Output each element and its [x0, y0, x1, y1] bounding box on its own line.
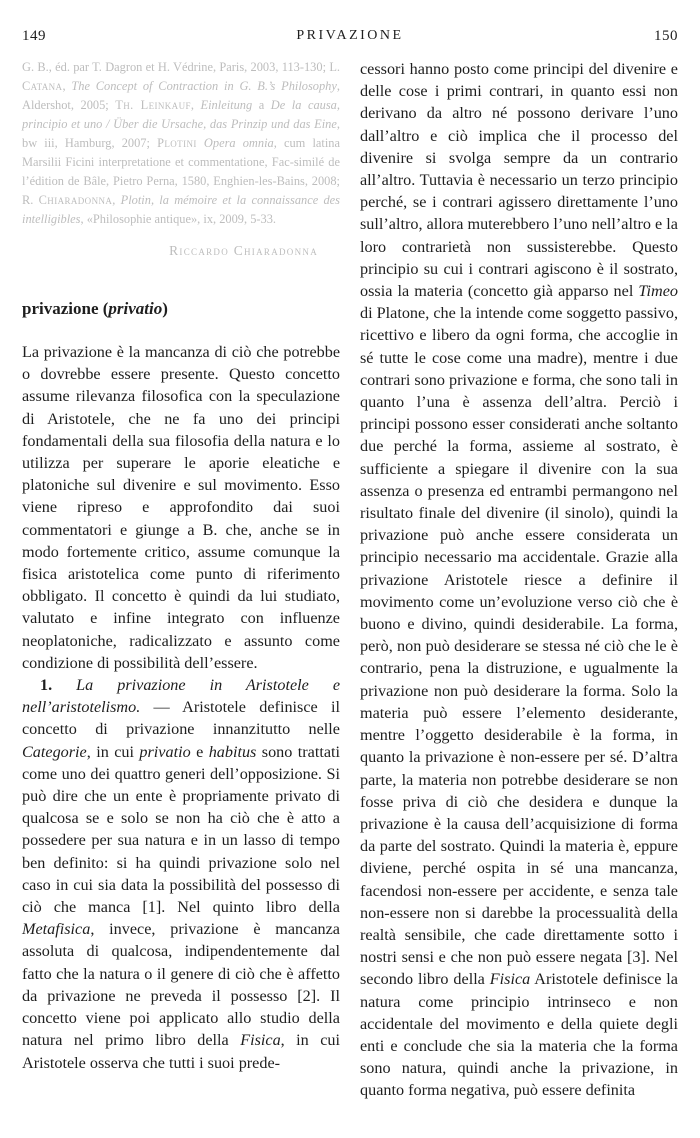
page-number-left: 149	[22, 28, 46, 44]
running-title: PRIVAZIONE	[296, 28, 404, 43]
section-1-paragraph: 1. La privazione in Aristotele e nell’aristotelismo. — Aristotele definisce il concetto di privazione innanzitutto nelle Categorie, in cui privatio e habitus sono trattati come uno dei quattro generi dell’opposizione. Si può dire che un ente è propriamente privato di qualcosa se e solo se non ha ciò che è atto a possedere per sua natura e in un lasso di tempo ben definito: si ha quindi privazione solo nel caso in cui sia data la possibilità del possesso di ciò che manca [1]. Nel quinto libro della Metafisica, invece, privazione è mancanza assoluta di qualcosa, indipendentemente dal fatto che la natura o il genere di ciò che è affetto da privazione ne preveda il possesso [2]. Il concetto viene poi applicato allo studio della natura nel primo libro della Fisica, in cui Aristotele osserva che tutti i suoi prede-	[22, 676, 341, 1072]
entry-title: privazione (privatio)	[22, 299, 168, 318]
section-number: 1.	[40, 676, 53, 695]
right-column	[360, 58, 678, 1102]
left-column	[22, 58, 340, 1074]
page-header	[22, 28, 678, 52]
bibliography-continuation: G. B., éd. par T. Dagron et H. Védrine, Paris, 2003, 113-130; L. Catana, The Concept of Contraction in G. B.’s Philosophy, Aldershot, 2005; Th. Leinkauf, Einleitung a De la causa, principio et uno / Über die Ursache, das Prinzip und das Eine, bw iii, Hamburg, 2007; Plotini Opera omnia, cum latina Marsilii Ficini interpretatione et commentatione, Fac-similé de l’édition de Bâle, Pietro Perna, 1580, Enghien-les-Bains, 2008; R. Chiaradonna, Plotin, la mémoire et la connaissance des intelligibles, «Philosophie antique», ix, 2009, 5-33.	[22, 60, 340, 226]
entry-author: Riccardo Chiaradonna	[169, 243, 318, 258]
section-heading: La privazione in Aristotele e nell’aristotelismo.	[22, 676, 340, 717]
intro-paragraph: La privazione è la mancanza di ciò che potrebbe o dovrebbe essere presente. Questo concetto assume rilevanza filosofica con la speculazione di Aristotele, che ne fa uno dei principi fondamentali della sua filosofia della natura e lo utilizza per superare le aporie eleatiche e platoniche sul divenire e sul movimento. Esso viene ripreso e approfondito dai suoi commentatori e giunge a B. che, anche se in modo fortemente critico, assume comunque la fisica aristotelica come punto di riferimento obbligato. Il concetto è quindi da lui studiato, valutato e infine integrato con influenze neoplatoniche, radicalizzato e assunto come condizione di possibilità dell’essere.	[22, 343, 340, 672]
continued-paragraph: cessori hanno posto come principi del divenire e delle cose i primi contrari, in quanto essi non derivano da altro né possono derivare l’uno dall’altro e ciò implica che il processo del divenire si svolga sempre da un contrario all’altro. Tuttavia è necessario un terzo principio perché, se i contrari agissero direttamente l’uno sull’altro, allora muterebbero l’uno nell’altro e la loro contrarietà non sussisterebbe. Questo principio su cui i contrari agiscono è il sostrato, ossia la materia (concetto già apparso nel Timeo di Platone, che la intende come soggetto passivo, ricettivo e libero da ogni forma, che accoglie in sé tutte le cose come una madre), mentre i due contrari sono privazione e forma, che sono tali in quanto l’una è assenza dell’altra. Perciò i principi possono esser considerati anche soltanto due perché la forma, assieme al sostrato, è sufficiente a spiegare il divenire con la sua assenza o presenza ed entrambi permangono nel risultato finale del divenire (il sinolo), quindi la privazione può anche essere considerata un principio necessario ma accidentale. Grazie alla privazione Aristotele riesce a definire il movimento come un’evoluzione verso ciò che è buono e divino, quindi desiderabile. La forma, però, non può desiderare se stessa né ciò che le è contrario, pena la distruzione, e ugualmente la privazione non può desiderare la forma. Solo la materia può essere l’elemento desiderante, mentre l’oggetto desiderabile è la forma, in quanto la privazione è non-essere per sé. D’altra parte, la materia non potrebbe desiderare se non fosse priva di ciò che desidera e dunque la privazione è la causa dell’acquisizione di forma da parte del sostrato. Quindi la materia è, eppure diviene, perché ospita in sé una mancanza, facendosi non-essere per accidente, e senza tale non-essere non si darebbe la processualità della realtà sensibile, che cade direttamente sotto i nostri sensi e che non può essere negata [3]. Nel secondo libro della Fisica Aristotele definisce la natura come principio intrinseco e non accidentale del movimento e della quiete degli enti e conclude che sia la materia che la forma sono natura, quindi anche la privazione, in quanto forma negativa, può essere definita	[360, 60, 678, 1100]
page-number-right: 150	[654, 28, 678, 44]
